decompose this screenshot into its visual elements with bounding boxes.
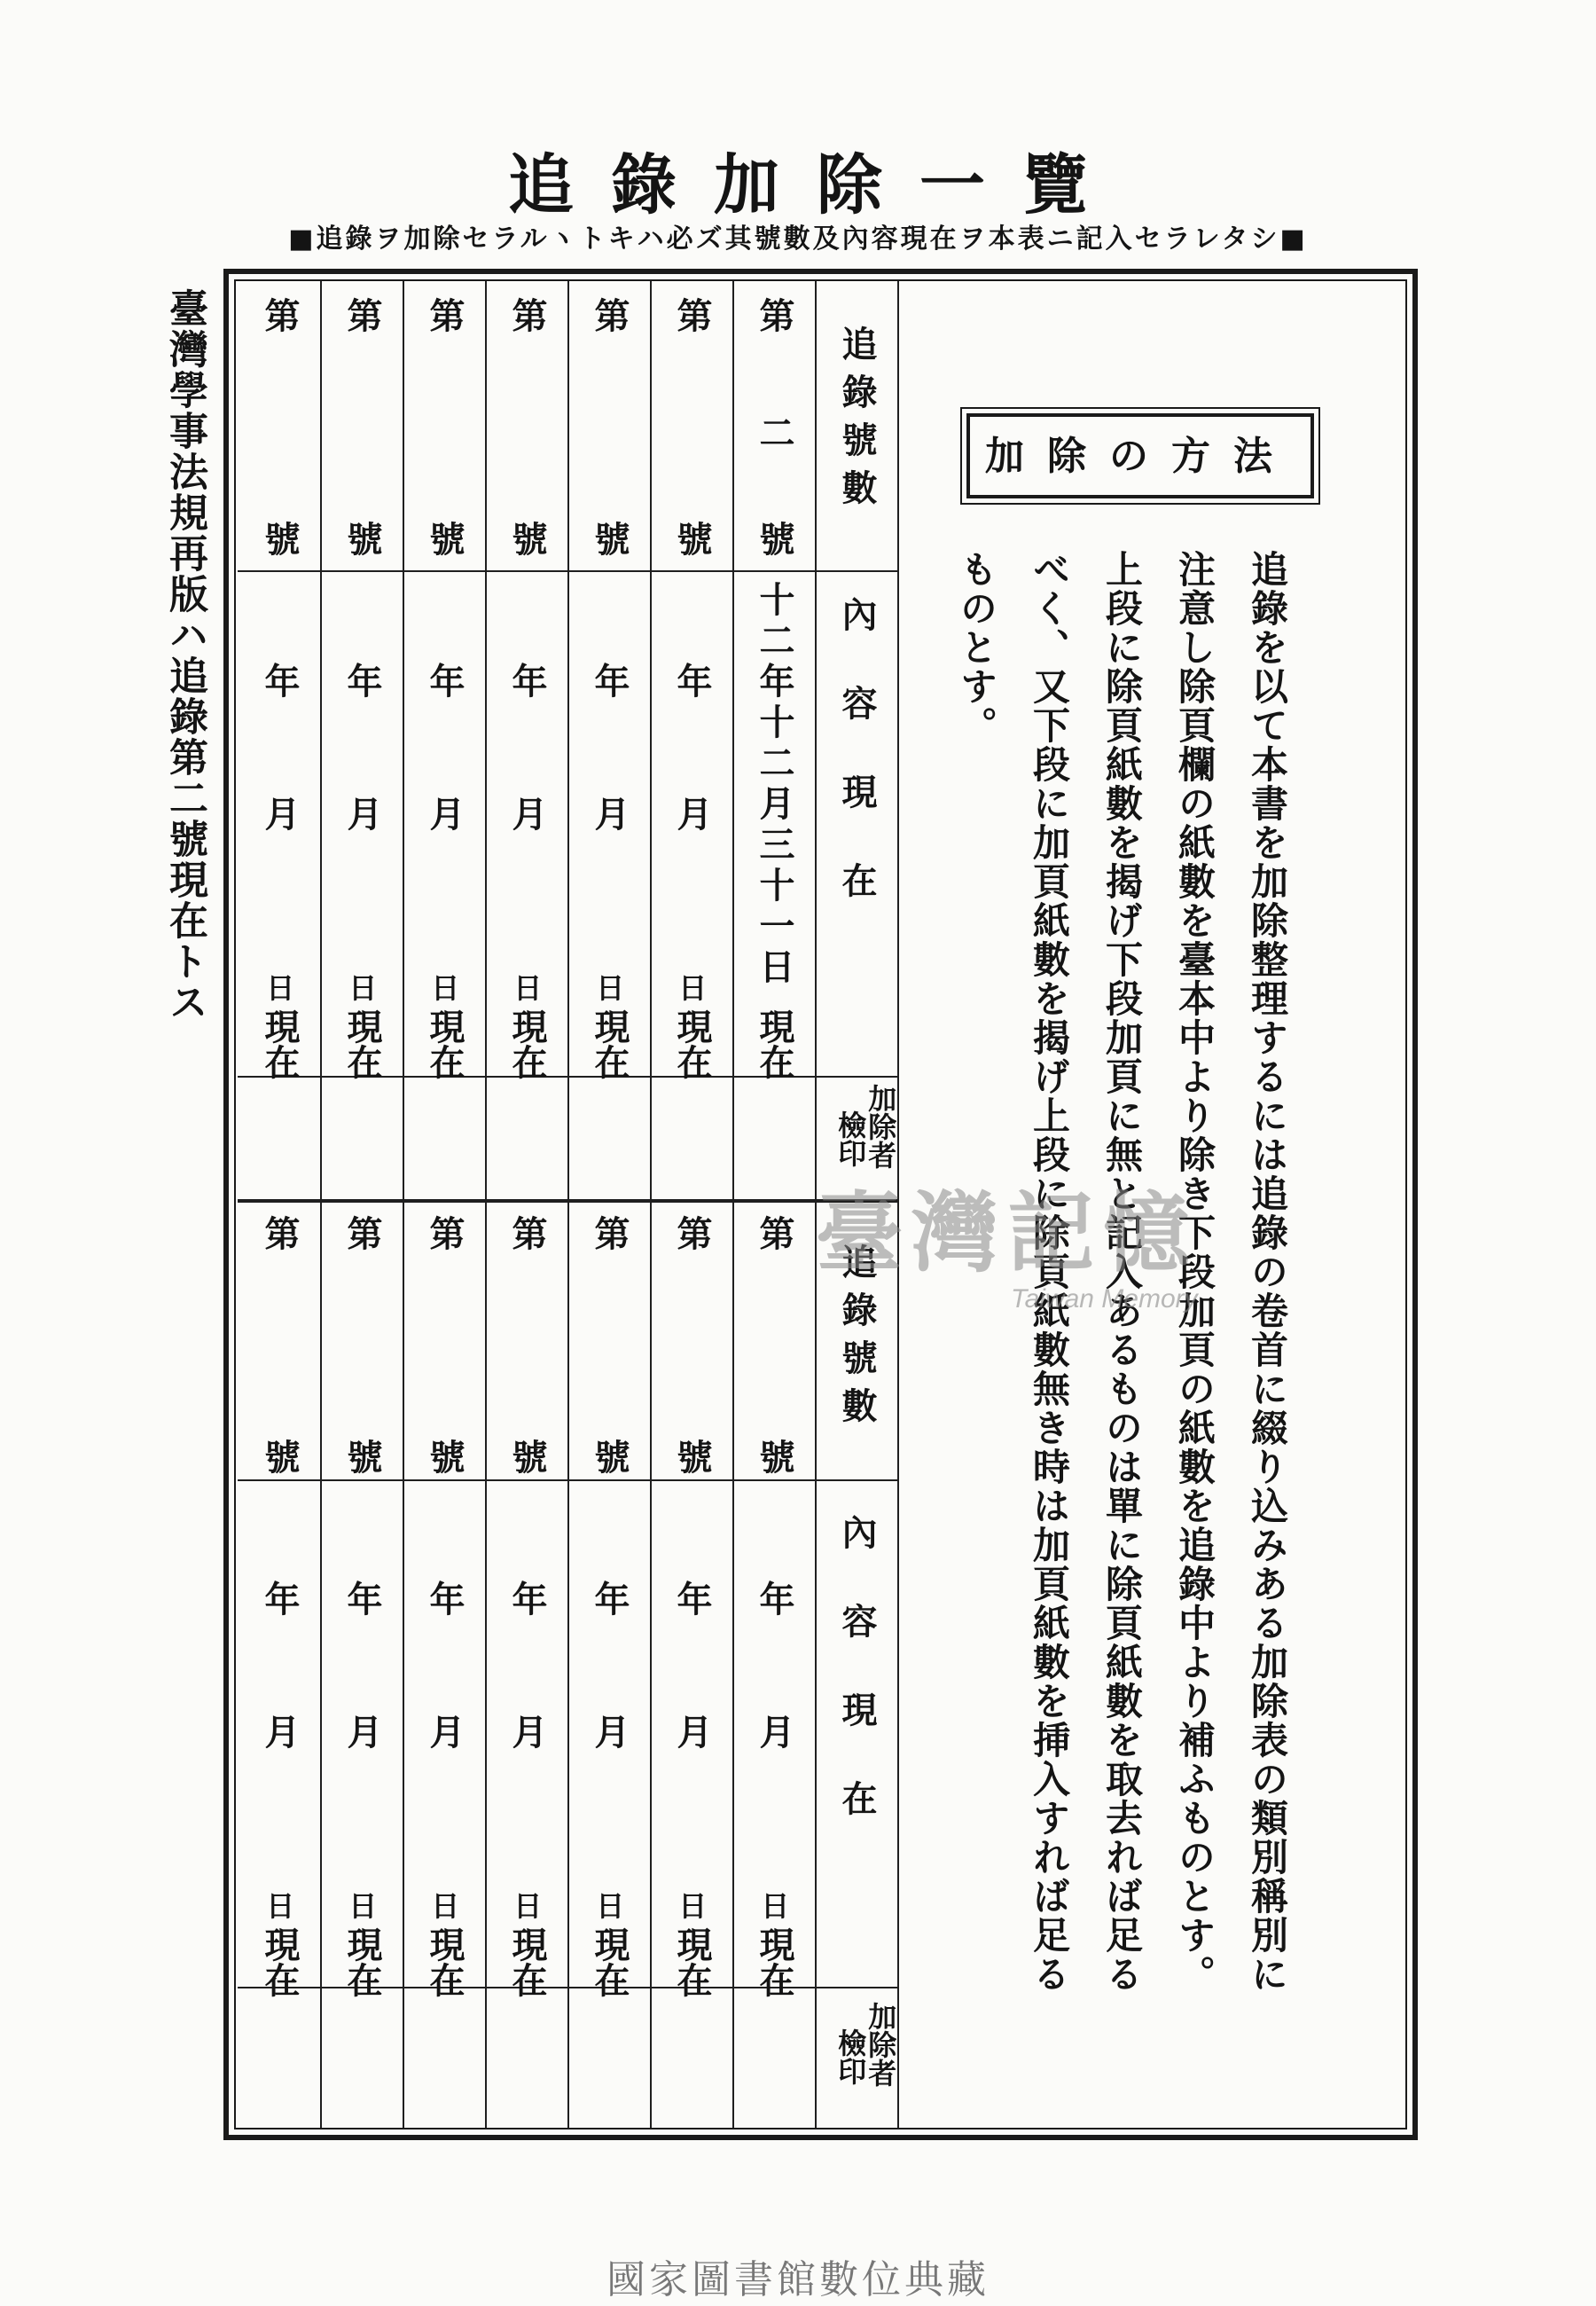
cell-tsuki: 月 bbox=[341, 1714, 383, 1749]
cell-genzai: 現在 bbox=[589, 1008, 630, 1079]
cell-genzai: 現在 bbox=[424, 1008, 466, 1079]
library-footer: 國家圖書館數位典藏 bbox=[606, 2257, 990, 2302]
page-title: 追錄加除一覽 bbox=[508, 147, 1125, 224]
cell-tsuki: 月 bbox=[671, 796, 713, 831]
header-content: 內容現在 bbox=[836, 596, 878, 951]
cell-dai: 第 bbox=[424, 1215, 466, 1251]
cell-dai: 第 bbox=[671, 1215, 713, 1251]
cell-hi: 日 bbox=[426, 973, 461, 1001]
cell-dai: 第 bbox=[589, 1215, 630, 1251]
grid-line bbox=[238, 1076, 897, 1078]
cell-dai: 第 bbox=[259, 297, 301, 333]
cell-dai: 第 bbox=[424, 297, 466, 333]
cell-tsuki: 月 bbox=[506, 1714, 548, 1749]
cell-go: 號 bbox=[671, 521, 713, 556]
cell-hi: 日 bbox=[426, 1891, 461, 1919]
cell-go: 號 bbox=[259, 1439, 301, 1474]
cell-genzai: 現在 bbox=[671, 1926, 713, 1997]
cell-tsuki: 月 bbox=[424, 796, 466, 831]
cell-number-value: 二 bbox=[754, 414, 795, 450]
header-number: 追錄號數 bbox=[836, 326, 878, 517]
cell-hi: 日 bbox=[509, 973, 544, 1001]
cell-genzai: 現在 bbox=[506, 1926, 548, 1997]
cell-nen: 年 bbox=[754, 1580, 795, 1616]
header-seal-2: 檢印 bbox=[833, 2028, 868, 2085]
grid-line bbox=[238, 1479, 897, 1481]
cell-hi: 日 bbox=[344, 1891, 379, 1919]
cell-hi: 日 bbox=[344, 973, 379, 1001]
cell-dai: 第 bbox=[506, 1215, 548, 1251]
cell-hi: 日 bbox=[756, 1891, 791, 1919]
cell-hi: 日 bbox=[674, 973, 708, 1001]
cell-nen: 年 bbox=[671, 663, 713, 698]
header-seal-1: 加除者 bbox=[864, 1084, 898, 1169]
cell-dai: 第 bbox=[259, 1215, 301, 1251]
cell-nen: 年 bbox=[506, 1580, 548, 1616]
watermark-english: Taiwan Memory bbox=[1011, 1284, 1198, 1314]
cell-genzai: 現在 bbox=[259, 1008, 301, 1079]
page-subtitle: ■追錄ヲ加除セラルヽトキハ必ズ其號數及內容現在ヲ本表ニ記入セラレタシ■ bbox=[288, 224, 1308, 255]
cell-genzai: 現在 bbox=[589, 1926, 630, 1997]
cell-go: 號 bbox=[589, 521, 630, 556]
spine-note: 臺灣學事法規再版ハ追錄第二號現在トス bbox=[162, 288, 207, 1023]
grid-line bbox=[238, 1199, 897, 1203]
cell-go: 號 bbox=[754, 521, 795, 556]
cell-go: 號 bbox=[341, 1439, 383, 1474]
grid-line bbox=[567, 281, 569, 2128]
header-seal-1: 加除者 bbox=[864, 2002, 898, 2087]
cell-go: 號 bbox=[424, 521, 466, 556]
cell-genzai: 現在 bbox=[341, 1008, 383, 1079]
cell-tsuki: 月 bbox=[259, 1714, 301, 1749]
cell-go: 號 bbox=[754, 1439, 795, 1474]
grid-line bbox=[238, 1987, 897, 1988]
header-number: 追錄號數 bbox=[836, 1243, 878, 1435]
method-paragraph: 追錄を以て本書を加除整理するには追錄の卷首に綴り込みある加除表の類別稱別に注意し除頁欄の紙數を臺本中より除き下段加頁の紙數を追錄中より補ふものとす。上段に除頁紙數を揭げ下段加頁に無と記入あるものは單に除頁紙數を取去れば足るべく、又下段に加頁紙數を揭げ上段に除頁紙數無き時は加頁紙數を挿入すれば足るものとす。 bbox=[955, 550, 1289, 1994]
header-content: 內容現在 bbox=[836, 1514, 878, 1869]
cell-hi: 日 bbox=[674, 1891, 708, 1919]
cell-tsuki: 月 bbox=[589, 796, 630, 831]
cell-dai: 第 bbox=[754, 1215, 795, 1251]
cell-nen: 年 bbox=[506, 663, 548, 698]
method-title: 加除の方法 bbox=[966, 413, 1314, 498]
cell-genzai: 現在 bbox=[341, 1926, 383, 1997]
cell-nen: 年 bbox=[589, 663, 630, 698]
cell-dai: 第 bbox=[671, 297, 713, 333]
cell-tsuki: 月 bbox=[259, 796, 301, 831]
cell-go: 號 bbox=[506, 1439, 548, 1474]
cell-tsuki: 月 bbox=[671, 1714, 713, 1749]
cell-nen: 年 bbox=[589, 1580, 630, 1616]
header-seal-2: 檢印 bbox=[833, 1110, 868, 1167]
cell-genzai: 現在 bbox=[671, 1008, 713, 1079]
cell-genzai: 現在 bbox=[259, 1926, 301, 1997]
cell-tsuki: 月 bbox=[506, 796, 548, 831]
cell-dai: 第 bbox=[589, 297, 630, 333]
grid-line bbox=[485, 281, 487, 2128]
cell-go: 號 bbox=[506, 521, 548, 556]
cell-go: 號 bbox=[341, 521, 383, 556]
cell-genzai: 現在 bbox=[424, 1926, 466, 1997]
cell-nen: 年 bbox=[424, 1580, 466, 1616]
cell-dai: 第 bbox=[341, 297, 383, 333]
cell-genzai: 現在 bbox=[506, 1008, 548, 1079]
cell-tsuki: 月 bbox=[341, 796, 383, 831]
grid-line bbox=[320, 281, 322, 2128]
cell-go: 號 bbox=[259, 521, 301, 556]
cell-tsuki: 月 bbox=[754, 1714, 795, 1749]
cell-genzai: 現在 bbox=[754, 1926, 795, 1997]
cell-date-value: 十二年十二月三十一日 bbox=[754, 581, 795, 989]
cell-hi: 日 bbox=[262, 973, 296, 1001]
cell-nen: 年 bbox=[671, 1580, 713, 1616]
cell-genzai: 現在 bbox=[754, 1008, 795, 1079]
cell-nen: 年 bbox=[341, 663, 383, 698]
cell-dai: 第 bbox=[754, 297, 795, 333]
cell-go: 號 bbox=[589, 1439, 630, 1474]
cell-tsuki: 月 bbox=[424, 1714, 466, 1749]
cell-hi: 日 bbox=[591, 1891, 626, 1919]
cell-nen: 年 bbox=[424, 663, 466, 698]
cell-nen: 年 bbox=[341, 1580, 383, 1616]
watermark-text: 臺灣記憶 bbox=[816, 1182, 1200, 1284]
cell-go: 號 bbox=[671, 1439, 713, 1474]
grid-line bbox=[650, 281, 652, 2128]
grid-line bbox=[238, 570, 897, 572]
cell-hi: 日 bbox=[509, 1891, 544, 1919]
cell-nen: 年 bbox=[259, 663, 301, 698]
cell-dai: 第 bbox=[506, 297, 548, 333]
cell-dai: 第 bbox=[341, 1215, 383, 1251]
cell-go: 號 bbox=[424, 1439, 466, 1474]
grid-line bbox=[732, 281, 734, 2128]
grid-line bbox=[403, 281, 404, 2128]
cell-hi: 日 bbox=[591, 973, 626, 1001]
cell-nen: 年 bbox=[259, 1580, 301, 1616]
cell-hi: 日 bbox=[262, 1891, 296, 1919]
cell-tsuki: 月 bbox=[589, 1714, 630, 1749]
